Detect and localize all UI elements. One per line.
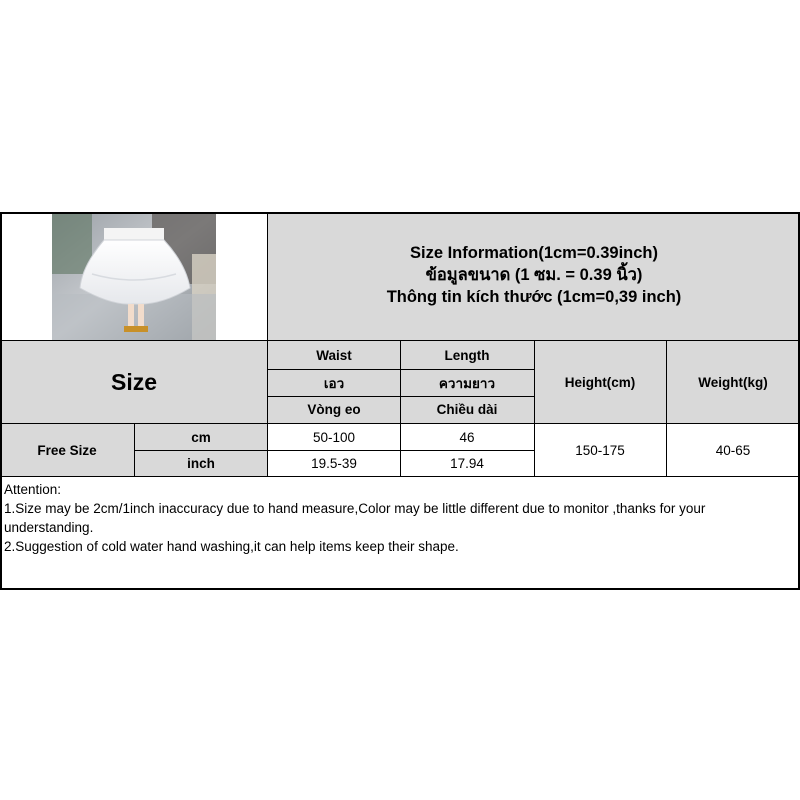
divider-col-3 xyxy=(534,340,535,476)
attention-notes xyxy=(4,480,794,556)
length-header-vi: Chiều dài xyxy=(436,401,498,417)
title-vietnamese: Thông tin kích thước (1cm=0,39 inch) xyxy=(386,288,682,306)
unit-inch-label: inch xyxy=(187,455,215,471)
waist-header-th: เอว xyxy=(323,376,345,391)
border-top xyxy=(0,212,800,214)
divider-table-bottom xyxy=(0,476,800,477)
divider-col-unit xyxy=(134,424,135,476)
size-information-title xyxy=(268,240,800,310)
size-column-label: Size xyxy=(110,368,158,395)
length-cm-value: 46 xyxy=(459,429,475,445)
size-chart-sheet xyxy=(0,212,800,590)
weight-value: 40-65 xyxy=(715,442,751,458)
height-header: Height(cm) xyxy=(564,374,636,390)
length-header-en: Length xyxy=(444,347,490,363)
border-left xyxy=(0,212,2,590)
length-inch-value: 17.94 xyxy=(450,455,484,471)
waist-header-vi: Vòng eo xyxy=(307,401,361,417)
white-tutu-skirt-photo-icon xyxy=(52,214,216,340)
weight-header: Weight(kg) xyxy=(698,374,768,390)
border-bottom xyxy=(0,588,800,590)
waist-header-en: Waist xyxy=(316,347,352,363)
divider-col-2 xyxy=(400,340,401,476)
title-thai: ข้อมูลขนาด (1 ซม. = 0.39 นิ้ว) xyxy=(425,266,643,284)
title-english: Size Information(1cm=0.39inch) xyxy=(409,244,659,262)
notes-line-2: 2.Suggestion of cold water hand washing,it can help items keep their shape. xyxy=(4,539,459,554)
divider-col-1 xyxy=(267,212,268,476)
divider-header-2 xyxy=(268,396,534,397)
length-header-th: ความยาว xyxy=(438,376,496,391)
notes-line-1: 1.Size may be 2cm/1inch inaccuracy due to hand measure,Color may be little different due to monitor ,thanks for your understanding. xyxy=(4,501,706,535)
divider-col-4 xyxy=(666,340,667,476)
height-value: 150-175 xyxy=(575,442,625,458)
waist-inch-value: 19.5-39 xyxy=(311,455,357,471)
free-size-label: Free Size xyxy=(37,442,97,458)
divider-header-1 xyxy=(268,369,534,370)
waist-cm-value: 50-100 xyxy=(312,429,356,445)
unit-cm-label: cm xyxy=(191,429,211,445)
divider-unit-row xyxy=(134,450,534,451)
product-photo xyxy=(52,214,216,340)
notes-heading: Attention: xyxy=(4,482,62,497)
